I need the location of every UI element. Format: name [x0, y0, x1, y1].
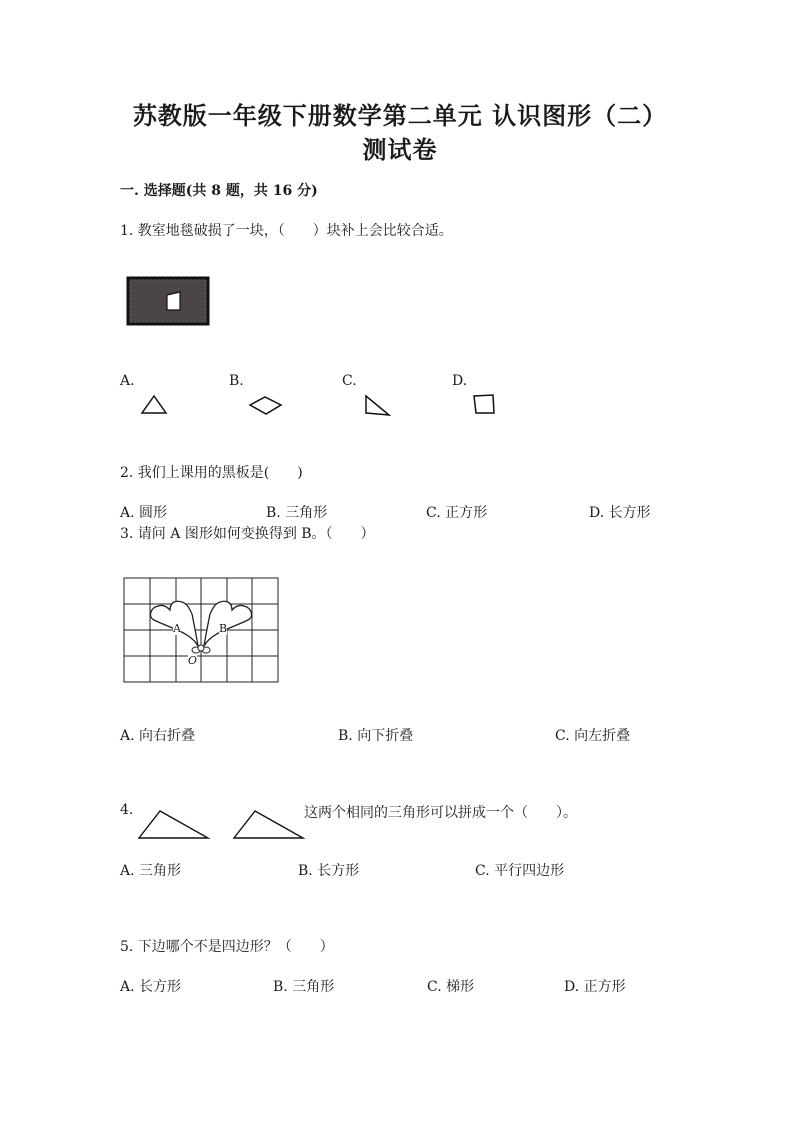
question-1-text: 1. 教室地毯破损了一块，（ ）块补上会比较合适。	[120, 223, 453, 239]
triangle-shape-icon	[139, 394, 169, 416]
triangle-right-figure	[231, 808, 307, 842]
question-4-number: 4.	[120, 802, 134, 818]
right-triangle-shape-icon	[362, 393, 394, 419]
page-title: 苏教版一年级下册数学第二单元 认识图形（二）	[132, 101, 668, 130]
q3-option-a[interactable]: A. 向右折叠	[120, 728, 196, 744]
question-3-text: 3. 请问 A 图形如何变换得到 B。（ ）	[120, 526, 375, 542]
grid-figure	[120, 574, 282, 684]
q2-option-b[interactable]: B. 三角形	[266, 505, 328, 521]
q3-option-c[interactable]: C. 向左折叠	[555, 728, 631, 744]
question-5-text: 5. 下边哪个不是四边形？（ ）	[120, 939, 334, 955]
q2-option-d[interactable]: D. 长方形	[589, 505, 651, 521]
q5-option-d[interactable]: D. 正方形	[564, 979, 626, 995]
carpet-figure	[126, 276, 212, 328]
q2-option-a[interactable]: A. 圆形	[120, 505, 168, 521]
q4-option-b[interactable]: B. 长方形	[298, 863, 360, 879]
section-heading: 一. 选择题(共 8 题，共 16 分)	[120, 183, 318, 199]
q1-option-c[interactable]: C.	[342, 373, 357, 389]
q5-option-c[interactable]: C. 梯形	[427, 979, 475, 995]
q1-option-d[interactable]: D.	[452, 373, 468, 389]
q3-option-b[interactable]: B. 向下折叠	[338, 728, 414, 744]
q1-option-b[interactable]: B.	[229, 373, 244, 389]
grid-lines	[120, 574, 282, 684]
rhombus-shape-icon	[247, 395, 285, 417]
triangle-left-figure	[136, 808, 212, 842]
q2-option-c[interactable]: C. 正方形	[426, 505, 488, 521]
q5-option-b[interactable]: B. 三角形	[273, 979, 335, 995]
question-2-text: 2. 我们上课用的黑板是( )	[120, 465, 303, 481]
q4-option-c[interactable]: C. 平行四边形	[475, 863, 565, 879]
q1-option-a[interactable]: A.	[120, 373, 135, 389]
figure-label-b: B	[219, 622, 228, 635]
q4-option-a[interactable]: A. 三角形	[120, 863, 182, 879]
figure-label-o: O	[188, 654, 198, 667]
page-subtitle: 测试卷	[362, 135, 438, 164]
question-4-text: 这两个相同的三角形可以拼成一个（ ）。	[304, 805, 577, 821]
q5-option-a[interactable]: A. 长方形	[120, 979, 182, 995]
quadrilateral-shape-icon	[470, 393, 500, 417]
figure-label-a: A	[173, 622, 181, 635]
